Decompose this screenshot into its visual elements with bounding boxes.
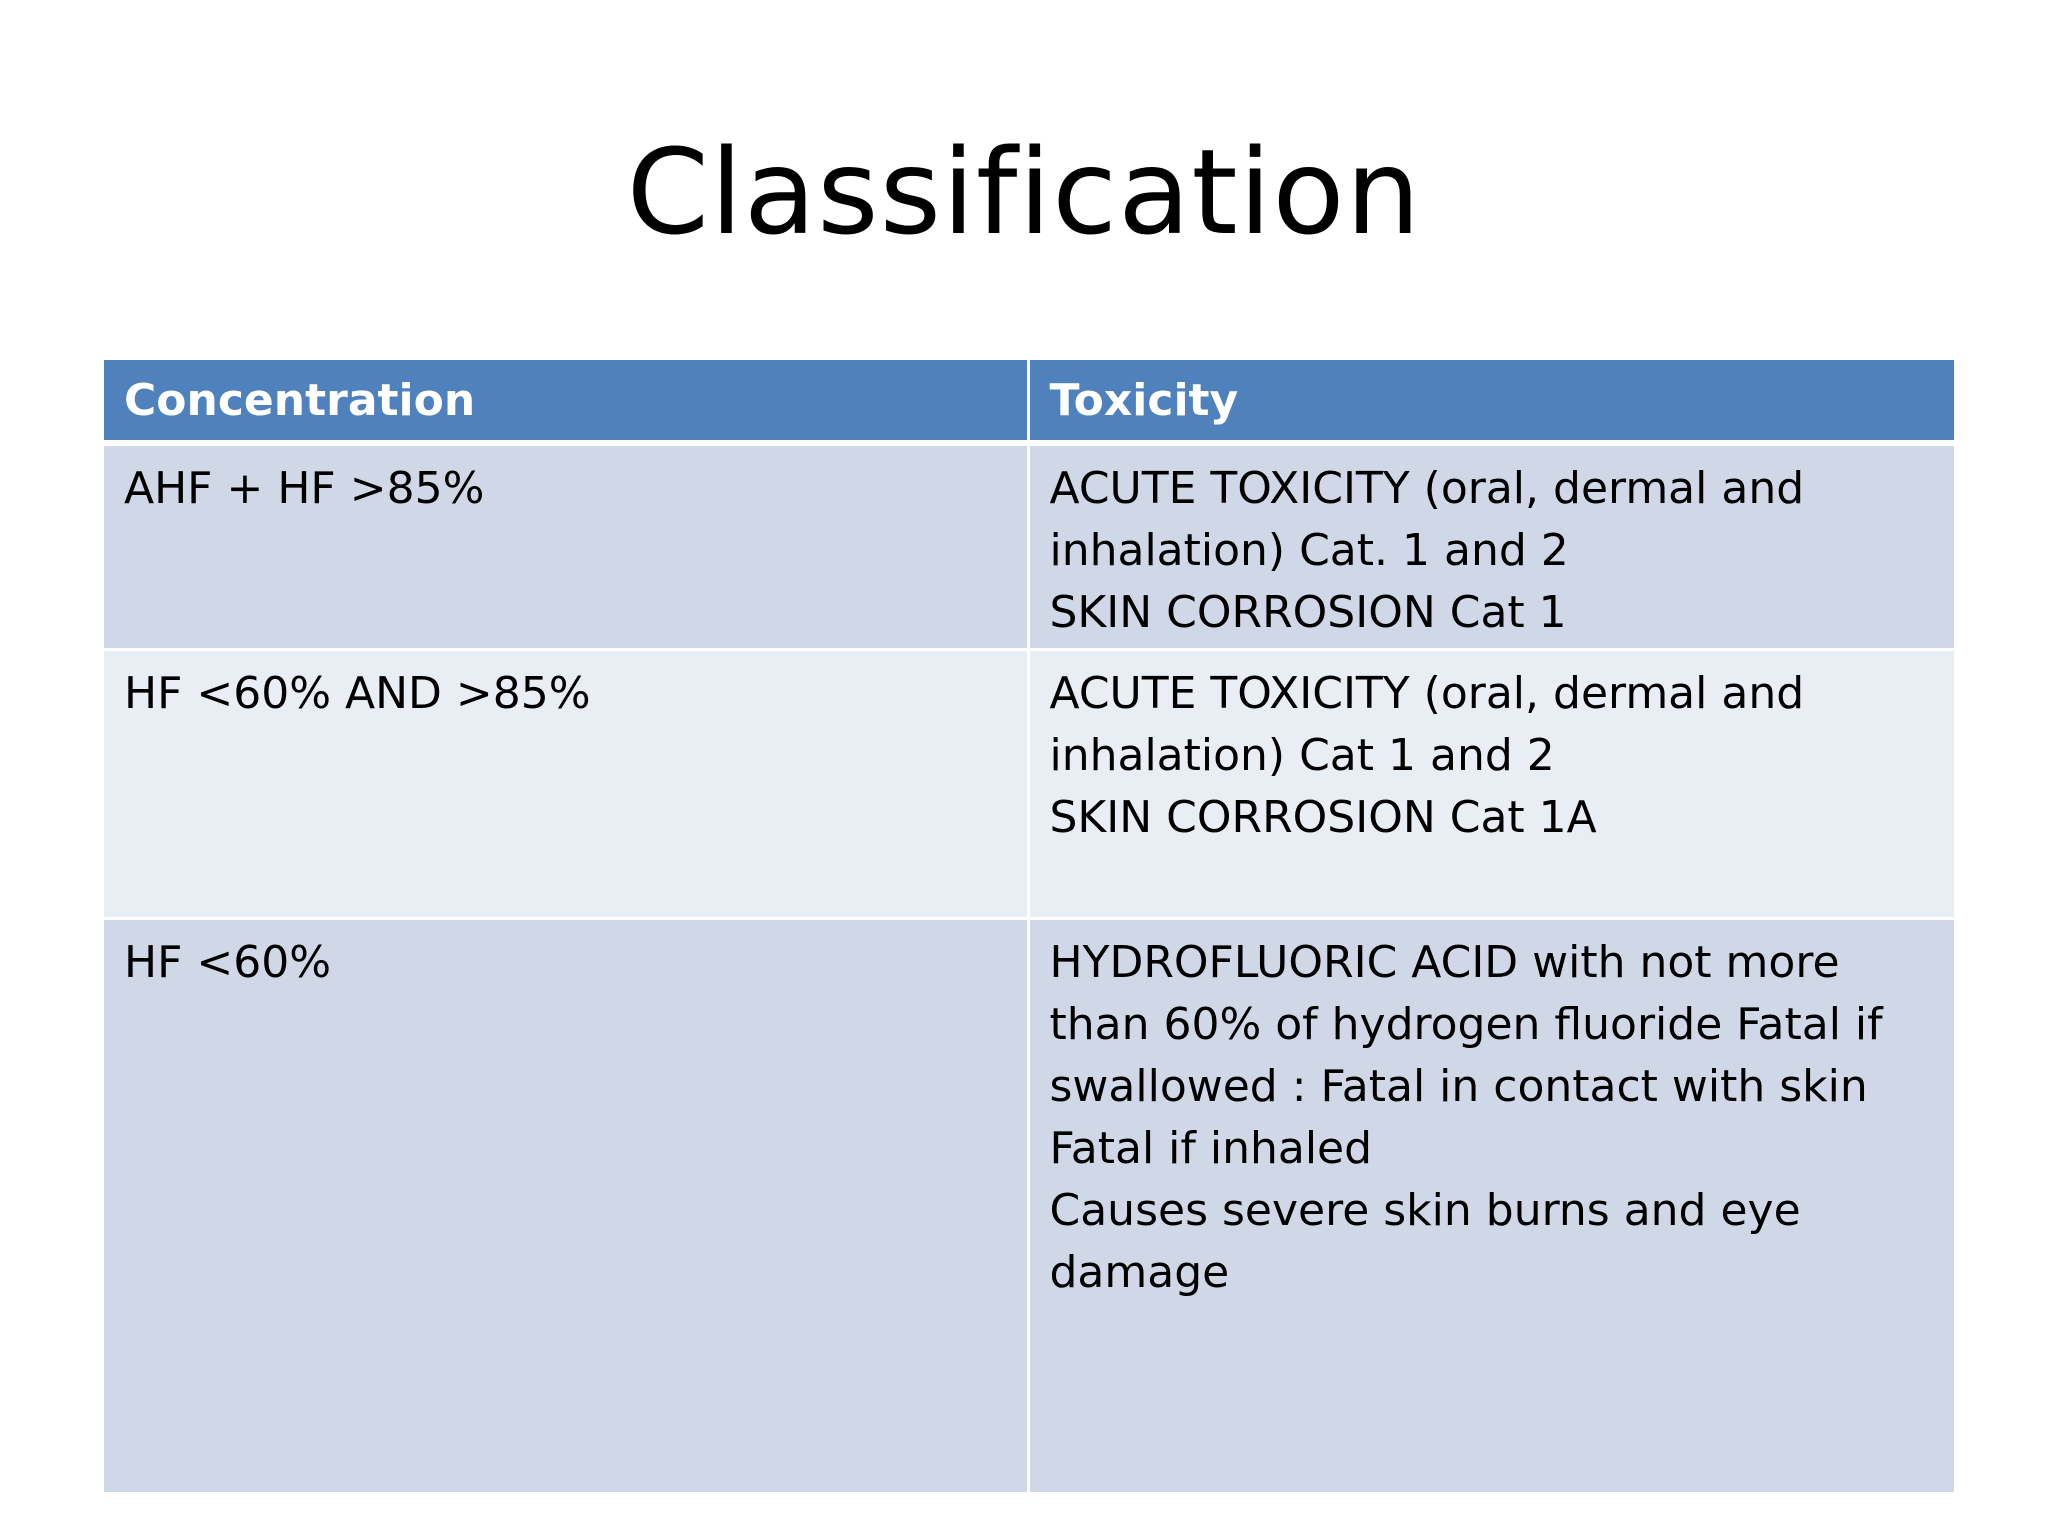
concentration-cell: AHF + HF >85%: [104, 443, 1028, 650]
classification-table: [104, 360, 1954, 1495]
table-header-row: [104, 360, 1954, 443]
concentration-cell: HF <60% AND >85%: [104, 650, 1028, 919]
toxicity-cell: ACUTE TOXICITY (oral, dermal and inhalation) Cat. 1 and 2 SKIN CORROSION Cat 1: [1028, 443, 1954, 650]
slide-title: Classification: [626, 123, 1422, 261]
toxicity-cell: HYDROFLUORIC ACID with not more than 60% of hydrogen fluoride Fatal if swallowed : Fatal in contact with skin Fatal if inhaled Causes severe skin burns and eye damage: [1028, 919, 1954, 1494]
concentration-cell: HF <60%: [104, 919, 1028, 1494]
column-header-concentration: Concentration: [104, 360, 1028, 443]
toxicity-cell: ACUTE TOXICITY (oral, dermal and inhalation) Cat 1 and 2 SKIN CORROSION Cat 1A: [1028, 650, 1954, 919]
table-row: [104, 650, 1954, 919]
table-row: [104, 919, 1954, 1494]
table-row: [104, 443, 1954, 650]
column-header-toxicity: Toxicity: [1028, 360, 1954, 443]
